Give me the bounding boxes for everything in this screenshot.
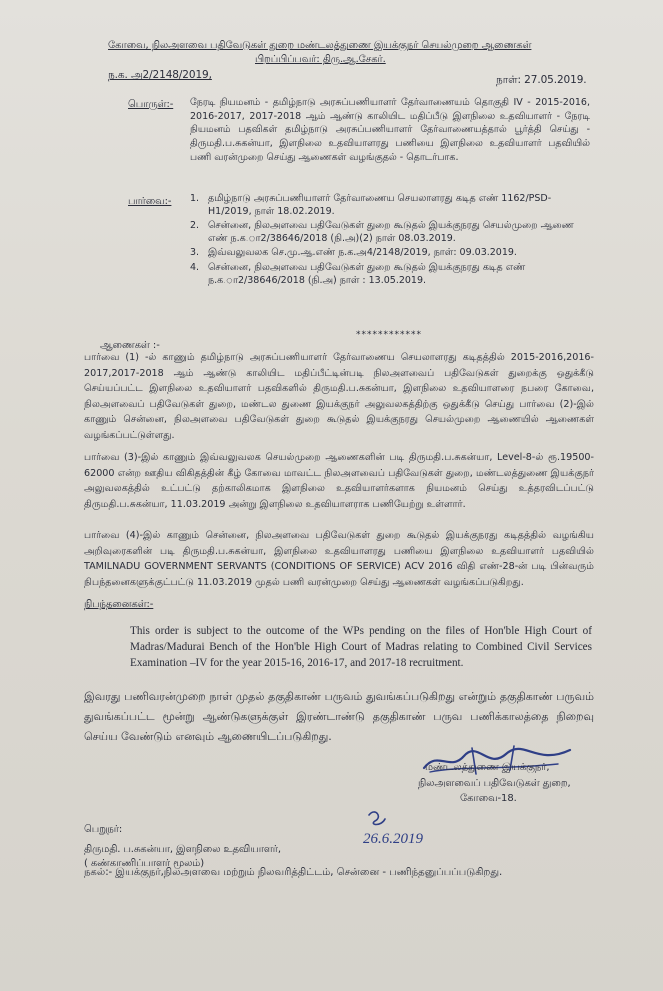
reference-number: ந.க. அ2/2148/2019, [108, 69, 212, 81]
signatory-designation: மண்டலத்துணை இயக்குநர், [425, 762, 550, 773]
orders-paragraph-3: பார்வை (4)-இல் காணும் சென்னை, நிலஅளவை பதிவேடுகள் துறை கூடுதல் இயக்குநரது கடிதத்தில் வழங்கிய அறிவுரைகளின் படி திருமதி.ப.சுகன்யா, இளநிலை உதவியாளரது பணியை இளநிலை உதவியாளர் பதவியில் TAMILNADU GOVERNMENT SERVANTS (CONDITIONS OF SERVICE) ACV 2016 விதி எண்-28-ன் படி பின்வரும் நிபந்தனைகளுக்குட்பட்டு 11.03.2019 முதல் பணி வரன்முறை செய்து ஆணைகள் வழங்கப்படுகிறது. [84, 530, 594, 588]
issuer-line: பிறப்பிப்பவர்: திரு.ஆ.சேகர். [255, 54, 386, 65]
orders-paragraph-1: பார்வை (1) -ல் காணும் தமிழ்நாடு அரசுப்பணியாளர் தேர்வாணைய செயலாளரது கடிதத்தில் 2015-2016,2016-2017,2017-2018 ஆம் ஆண்டு காலியிட மதிப்பீட்டின்படி நிலஅளவைப் பதிவேடுகள் துறைக்கு ஒதுக்கீடு செய்யப்பட்ட இளநிலை உதவியாளர் பதவிகளில் திருமதி.ப.சுகன்யா, இளநிலை உதவியாளரை நபரை கோவை, நிலஅளவைப் பதிவேடுகள் துறை, மண்டல துணை இயக்குநர் அலுவலகத்திற்கு ஒதுக்கீடு செய்து பார்வை (2)-இல் காணும் சென்னை, நிலஅளவை பதிவேடுகள் துறை கூடுதல் இயக்குநரது செயல்முறை ஆணையில் ஆணைகள் வழங்கப்பட்டுள்ளது. [84, 352, 594, 441]
reference-text-3: இவ்வலுவலக செ.மு.ஆ.எண் ந.க.அ4/2148/2019, நாள்: 09.03.2019. [208, 247, 517, 259]
references-list [190, 193, 590, 289]
recipient-name: திருமதி. ப.சுகன்யா, இளநிலை உதவியாளர், [84, 844, 282, 855]
recipient-label: பெறுநர்: [84, 824, 123, 835]
reference-item [190, 193, 590, 218]
subject-label: பொருள்:- [128, 99, 174, 110]
recipient-route: ( கண்காணிப்பாளர் மூலம்) [84, 858, 205, 869]
reference-item [190, 262, 590, 287]
reference-number-2: 2. [190, 220, 200, 232]
reference-number-3: 3. [190, 247, 200, 259]
document-title: கோவை, நிலஅளவை பதிவேடுகள் துறை மண்டலத்துணை இயக்குநர் செயல்முறை ஆணைகள் [108, 40, 532, 51]
handwritten-initial [355, 805, 445, 850]
subject-text: நேரடி நியமனம் - தமிழ்நாடு அரசுப்பணியாளர் தேர்வாணையம் தொகுதி IV - 2015-2016, 2016-2017, 2017-2018 ஆம் ஆண்டு காலியிட மதிப்பீடு இளநிலை உதவியாளர் - நேரடி நியமனம் பதவிகள் தமிழ்நாடு அரசுப்பணியாளர் தேர்வாணையத்தால் பூர்த்தி செய்து - திருமதி.ப.சுகன்யா, இளநிலை உதவியாளரது பணியை இளநிலை உதவியாளர் பதவியில் பணி வரன்முறை செய்து ஆணைகள் வழங்குதல் - தொடர்பாக. [190, 97, 590, 163]
initial-date: 26.6.2019 [363, 831, 423, 847]
condition-english-text: This order is subject to the outcome of the WPs pending on the files of Hon'ble High Court of Madras/Madurai Bench of the Hon'ble High Court of Madras relating to Combined Civil Services Examination –IV for the year 2015-16, 2016-17, and 2017-18 recruitment. [130, 625, 592, 669]
probation-paragraph: இவரது பணிவரன்முறை நாள் முதல் தகுதிகாண் பருவம் துவங்கப்படுகிறது என்றும் தகுதிகாண் பருவம் துவங்கப்பட்ட மூன்று ஆண்டுகளுக்குள் இரண்டாண்டு தகுதிகாண் பருவ பணிக்காலத்தை நிறைவு செய்ய வேண்டும் எனவும் ஆணையிடப்படுகிறது. [84, 690, 594, 743]
reference-number-4: 4. [190, 261, 200, 273]
reference-item [190, 247, 590, 260]
orders-label: ஆணைகள் :- [100, 340, 160, 351]
reference-item [190, 220, 590, 245]
references-label: பார்வை:- [128, 196, 172, 207]
orders-paragraph-2: பார்வை (3)-இல் காணும் இவ்வலுவலக செயல்முறை ஆணைகளின் படி திருமதி.ப.சுகன்யா, Level-8-ல் ரூ.19500-62000 என்ற ஊதிய விகிதத்தின் கீழ் கோவை மாவட்ட நிலஅளவைப் பதிவேடுகள் துறை, மண்டலத்துணை இயக்குநர் அலுவலகத்தில் உட்பட்டு தற்காலிகமாக இளநிலை உதவியாளர்களாக நியமனம் செய்து உத்தரவிடப்பட்டு திருமதி.ப.சுகன்யா, 11.03.2019 அன்று இளநிலை உதவியாளராக பணியேற்று உள்ளார். [84, 452, 594, 510]
signatory-department: நிலஅளவைப் பதிவேடுகள் துறை, [418, 778, 571, 789]
conditions-label: நிபந்தனைகள்:- [84, 599, 154, 610]
section-separator: ************ [356, 330, 422, 340]
reference-text-4: சென்னை, நிலஅளவை பதிவேடுகள் துறை கூடுதல் இயக்குநரது கடித எண் ந.க.ா2/38646/2018 (நி.அ) நாள் : 13.05.2019. [208, 261, 526, 286]
signatory-location: கோவை-18. [460, 793, 517, 804]
reference-text-2: சென்னை, நிலஅளவை பதிவேடுகள் துறை கூடுதல் இயக்குநரது செயல்முறை ஆணை எண் ந.க.ா2/38646/2018 (நி.அ)(2) நாள் 08.03.2019. [208, 220, 574, 244]
reference-number-1: 1. [190, 193, 200, 204]
reference-text-1: தமிழ்நாடு அரசுப்பணியாளர் தேர்வாணைய செயலாளரது கடித எண் 1162/PSD-H1/2019, நாள் 18.02.2019. [208, 193, 552, 217]
document-date: நாள்: 27.05.2019. [496, 74, 587, 86]
copy-to-line: நகல்:- இயக்குநர்,நிலஅளவை மற்றும் நிலவரித்திட்டம், சென்னை - பணிந்தனுப்பப்படுகிறது. [84, 867, 503, 878]
